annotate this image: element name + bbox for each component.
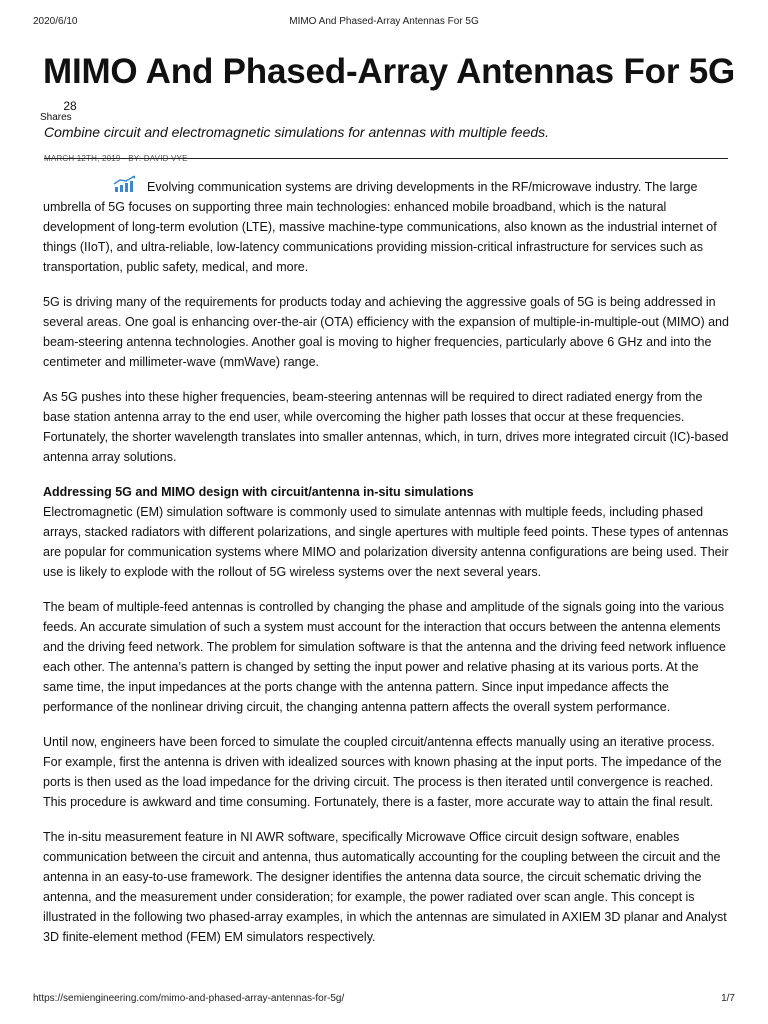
body-paragraph: As 5G pushes into these higher frequencies, beam-steering antennas will be required to direct radiated energy from the base station antenna array to the end user, while overcoming the higher path losses that occur at these frequencies. Fortunately, the shorter wavelength translates into smaller antennas, which, in turn, drives more integrated circuit (IC)-based antenna array solutions.: [43, 390, 729, 464]
article-title: MIMO And Phased-Array Antennas For 5G: [43, 52, 736, 91]
print-date: 2020/6/10: [33, 16, 78, 27]
section-heading: Addressing 5G and MIMO design with circuit/antenna in-situ simulations: [43, 485, 474, 499]
print-footer: [33, 993, 735, 1007]
paragraph-text: Evolving communication systems are driving developments in the RF/microwave industry. The large umbrella of 5G focuses on supporting three main technologies: enhanced mobile broadband, which is the natural development of long-term evolution (LTE), massive machine-type communications, also known as the industrial internet of things (IIoT), and ultra-reliable, low-latency communications providing mission-critical infrastructure for services such as transportation, public safety, medical, and more.: [43, 180, 717, 274]
bar-chart-trend-icon: [113, 175, 139, 193]
article-body: [43, 175, 729, 962]
body-paragraph: The in-situ measurement feature in NI AWR software, specifically Microwave Office circuit design software, enables communication between the circuit and antenna, thus automatically accounting for the coupling between the circuit and the antenna in an easy-to-use framework. The designer identifies the antenna data source, the circuit schematic driving the antenna, and the measurement under consideration; for example, the power radiated over scan angle. This concept is illustrated in the following two phased-array examples, in which the antennas are simulated in AXIEM 3D planar and Analyst 3D finite-element method (FEM) EM simulators respectively.: [43, 830, 727, 944]
title-divider: [44, 158, 728, 159]
print-page-title: MIMO And Phased-Array Antennas For 5G: [289, 16, 479, 27]
share-count: 28: [63, 99, 77, 113]
body-paragraph: 5G is driving many of the requirements for products today and achieving the aggressive goals of 5G is being addressed in several areas. One goal is enhancing over-the-air (OTA) efficiency with the expansion of multiple-in-multiple-out (MIMO) and beam-steering antenna technologies. Another goal is moving to higher frequencies, particularly above 6 GHz and into the centimeter and millimeter-wave (mmWave) range.: [43, 295, 729, 369]
share-counter[interactable]: [40, 99, 88, 124]
body-paragraph: Until now, engineers have been forced to simulate the coupled circuit/antenna effects manually using an iterative process. For example, first the antenna is driven with idealized sources with known phasing at the input ports. The impedance of the ports is then used as the load impedance for the driving circuit. The process is then iterated until convergence is reached. This procedure is awkward and time consuming. Fortunately, there is a faster, more accurate way to attain the final result.: [43, 735, 722, 809]
source-url-link[interactable]: https://semiengineering.com/mimo-and-phased-array-antennas-for-5g/: [33, 993, 345, 1004]
share-label: Shares: [40, 112, 72, 123]
body-paragraph: The beam of multiple-feed antennas is controlled by changing the phase and amplitude of the signals going into the various feeds. An accurate simulation of such a system must account for the interaction that occurs between the antenna elements and the driving feed network. The problem for simulation software is that the antenna and the driving feed network influence each other. The antenna’s pattern is changed by setting the input power and relative phasing at its various ports. At the same time, the input impedances at the ports change with the antenna pattern. Since input impedance affects the performance of the nonlinear driving circuit, the changing antenna pattern affects the overall system performance.: [43, 600, 726, 714]
body-paragraph: Electromagnetic (EM) simulation software is commonly used to simulate antennas with multiple feeds, including phased arrays, stacked radiators with different polarizations, and single apertures with multiple feed points. These types of antennas are popular for communication systems where MIMO and polarization diversity antenna configurations are being used. Their use is likely to explode with the rollout of 5G wireless systems over the next several years.: [43, 505, 729, 579]
page-number: 1/7: [721, 993, 735, 1004]
print-header: [33, 16, 735, 30]
article-subtitle: Combine circuit and electromagnetic simulations for antennas with multiple feeds.: [44, 124, 550, 140]
intro-paragraph: [43, 175, 729, 277]
